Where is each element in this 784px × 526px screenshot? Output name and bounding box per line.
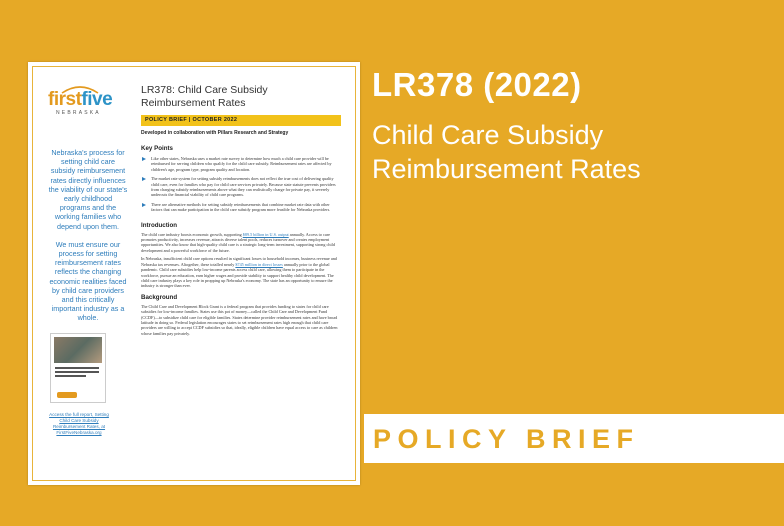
intro-p2-text-b: annually prior to the global pandemic. Child care subsidies help low-income parents access child care, allowing them to participate in the workforce, pursue an education, earn higher wages and provide stability to support healthy child development. The child care industry plays a key role in propping up Nebraska's economy. The state has an opportunity to ensure the industry is stronger than ever.	[141, 261, 334, 289]
bullet-triangle-icon	[142, 177, 146, 181]
introduction-heading: Introduction	[141, 221, 178, 229]
report-cover-photo	[54, 337, 102, 363]
policy-brief-label: POLICY BRIEF	[373, 424, 640, 454]
key-point-3-text: There are alternative methods for setting subsidy reimbursements that combine market rate data with other factors that can make participation in the child care subsidy program more feasible for Nebraska providers.	[151, 201, 331, 213]
direct-losses-link[interactable]: $745 million in direct losses	[235, 261, 283, 267]
logo-first-text: first	[48, 89, 82, 110]
hero-title: LR378 (2022)	[372, 66, 582, 103]
intro-p1-text-a: The child care industry boosts economic growth, supporting	[141, 231, 243, 237]
background-heading: Background	[141, 293, 178, 301]
sidebar-quote-paragraph-1: Nebraska's process for setting child care subsidy reimbursement rates directly influences the viability of our state's early childhood programs and the working families who depend upon them.	[48, 148, 128, 231]
introduction-paragraph-2	[141, 256, 341, 288]
first-five-nebraska-logo	[48, 90, 128, 124]
document-title: LR378: Child Care Subsidy Reimbursement Rates	[141, 84, 268, 109]
policy-brief-date-bar: POLICY BRIEF | OCTOBER 2022	[141, 115, 341, 126]
sidebar-quote	[48, 148, 128, 323]
introduction-paragraph-1	[141, 232, 341, 254]
document-sidebar	[48, 90, 128, 403]
document-main-column	[141, 84, 341, 336]
key-point-1-text: Like other states, Nebraska uses a market rate survey to determine how much a child care provider will be reimbursed for serving children who qualify for the child care subsidy. Reimbursement rates are affected by children's age, program type, program quality and location.	[151, 156, 332, 172]
background-paragraph: The Child Care and Development Block Grant is a federal program that provides funding to states for child care subsidies for low-income families. States use this pot of money—called the Child Care and Development Fund (CCDF)—to subsidize child care for eligible families. States determine provider reimbursement rates and have broad latitude in doing so. Federal legislation encourages states to set reimbursement rates high enough that child care providers are willing to accept CCDF subsidies so that, ideally, eligible children have equal access to care as children whose families pay privately.	[141, 303, 338, 336]
hero-subtitle: Child Care Subsidy Reimbursement Rates	[372, 120, 641, 184]
key-point-1	[141, 156, 341, 172]
sidebar-quote-paragraph-2: We must ensure our process for setting reimbursement rates reflects the changing economic realities faced by child care providers and this critically important industry as a whole.	[49, 239, 127, 323]
report-cover-title-lines	[55, 367, 99, 379]
us-output-link[interactable]: $89.5 billion in U.S. output	[242, 231, 289, 237]
intro-p1-text-b: annually. Access to care promotes productivity, increases revenue, attracts diverse talent pools, reduces turnover and creates employment opportunities. We also know that high-quality child care is a strategic long-term investment, supporting strong child development and a powerful workforce of the future.	[141, 231, 335, 253]
intro-p2-text-a: In Nebraska, insufficient child care options resulted in significant losses to household incomes, business revenue and Nebraska tax revenues. Altogether, these totalled nearly	[141, 256, 337, 267]
report-cover-logo	[57, 392, 77, 398]
key-point-2-text: The market rate system for setting subsidy reimbursements does not reflect the true cost of delivering quality child care, even for families who pay for child care services privately. Because state statute prevents providers from charging subsidy reimbursements above what they can realistically charge for private pay, it severely undercuts the financial viability of child care programs.	[151, 176, 336, 198]
collaboration-note: Developed in collaboration with Pillars Research and Strategy	[141, 130, 289, 136]
logo-five-text: five	[81, 89, 113, 110]
key-points-heading: Key Points	[141, 145, 173, 152]
access-full-report-link[interactable]: Access the full report, Setting Child Care Subsidy Reimbursement Rates, at FirstFiveNebraska.org	[49, 412, 109, 435]
logo-arc-icon	[60, 84, 100, 94]
bullet-triangle-icon	[142, 157, 146, 161]
bullet-triangle-icon	[142, 203, 146, 207]
key-point-3	[141, 202, 341, 213]
policy-brief-band	[364, 414, 784, 463]
logo-nebraska-text: NEBRASKA	[56, 110, 101, 116]
policy-brief-document-preview	[28, 62, 360, 485]
key-point-2	[141, 176, 341, 198]
full-report-thumbnail[interactable]	[50, 333, 106, 403]
